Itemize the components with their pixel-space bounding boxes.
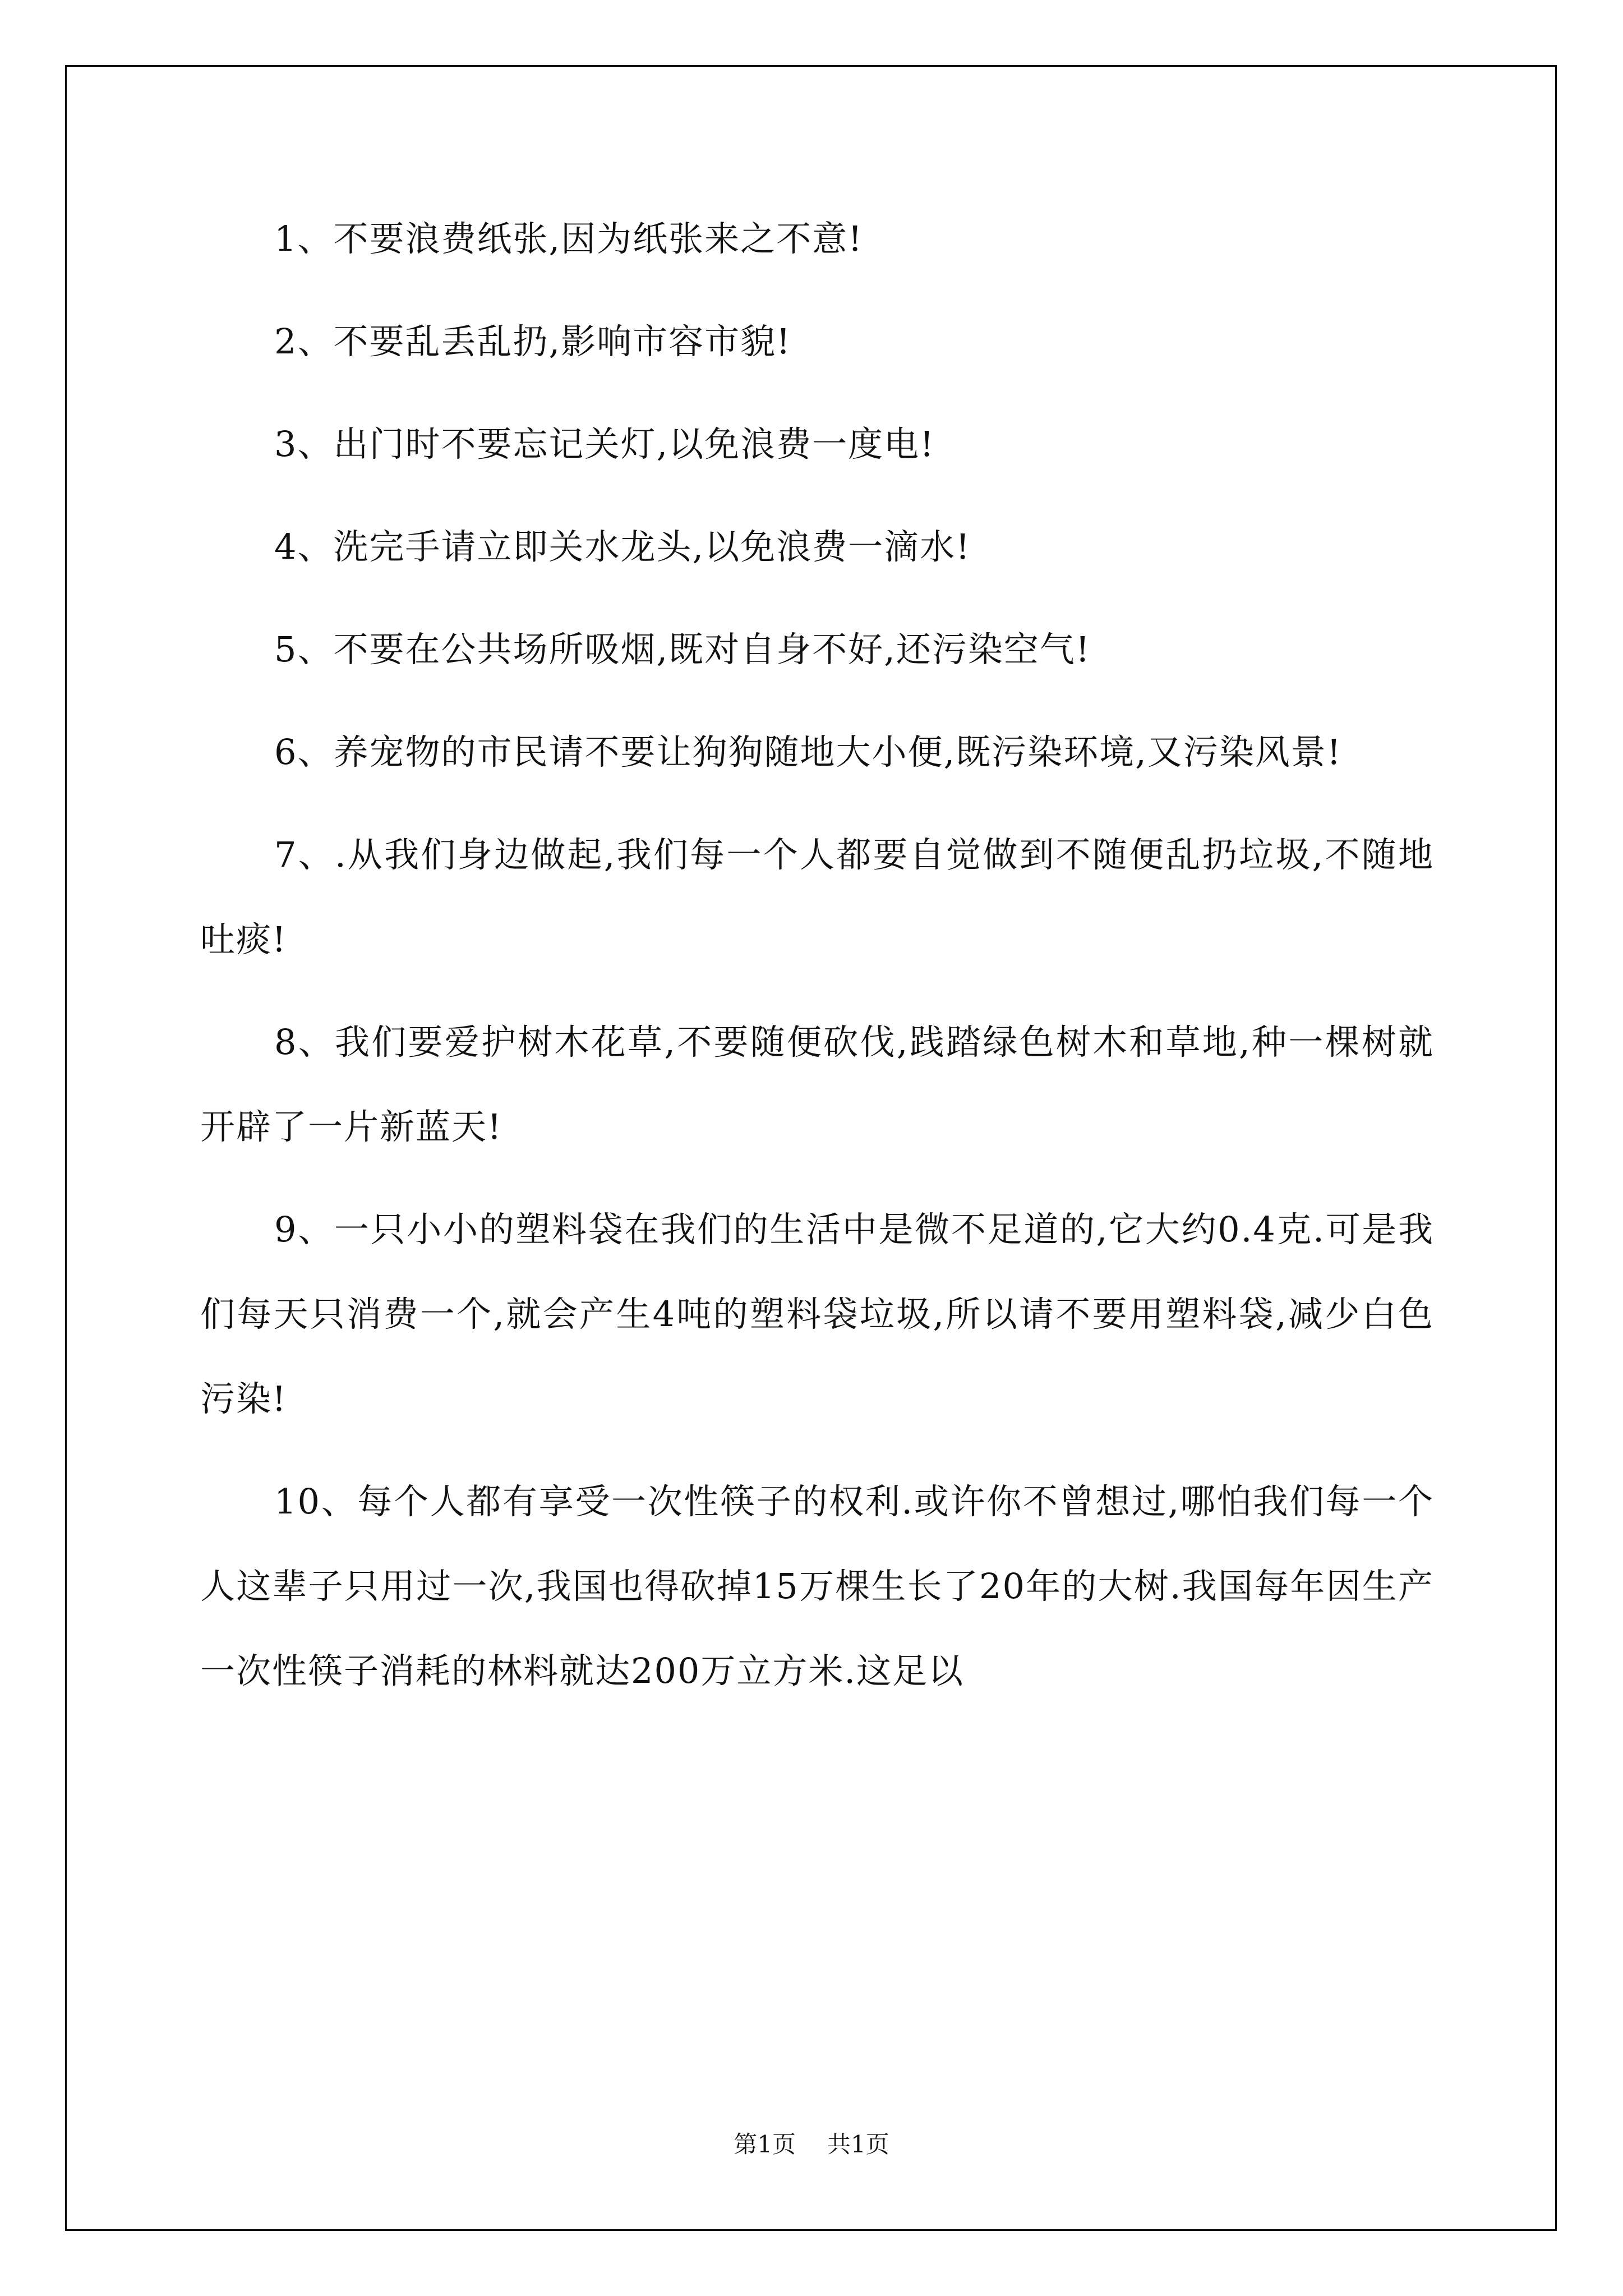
document-body xyxy=(200,196,1434,1731)
paragraph-6: 6、养宠物的市民请不要让狗狗随地大小便,既污染环境,又污染风景! xyxy=(274,731,1342,772)
paragraph-9: 9、一只小小的塑料袋在我们的生活中是微不足道的,它大约0.4克.可是我们每天只消费一个,就会产生4吨的塑料袋垃圾,所以请不要用塑料袋,减少白色污染! xyxy=(200,1209,1434,1419)
page-footer xyxy=(0,2126,1623,2160)
paragraph-5: 5、不要在公共场所吸烟,既对自身不好,还污染空气! xyxy=(274,629,1091,670)
paragraph-10: 10、每个人都有享受一次性筷子的权利.或许你不曾想过,哪怕我们每一个人这辈子只用过一次,我国也得砍掉15万棵生长了20年的大树.我国每年因生产一次性筷子消耗的林料就达200万立方米.这足以 xyxy=(200,1481,1434,1691)
paragraph-8: 8、我们要爱护树木花草,不要随便砍伐,践踏绿色树木和草地,种一棵树就开辟了一片新蓝天! xyxy=(200,1022,1434,1147)
paragraph-7: 7、.从我们身边做起,我们每一个人都要自觉做到不随便乱扔垃圾,不随地吐痰! xyxy=(200,834,1434,960)
paragraph-1: 1、不要浪费纸张,因为纸张来之不意! xyxy=(274,218,864,259)
paragraph-3: 3、出门时不要忘记关灯,以免浪费一度电! xyxy=(274,424,935,464)
page-total: 共1页 xyxy=(827,2131,889,2158)
page-number: 第1页 xyxy=(734,2131,796,2158)
paragraph-4: 4、洗完手请立即关水龙头,以免浪费一滴水! xyxy=(274,526,971,567)
paragraph-2: 2、不要乱丢乱扔,影响市容市貌! xyxy=(274,321,792,362)
